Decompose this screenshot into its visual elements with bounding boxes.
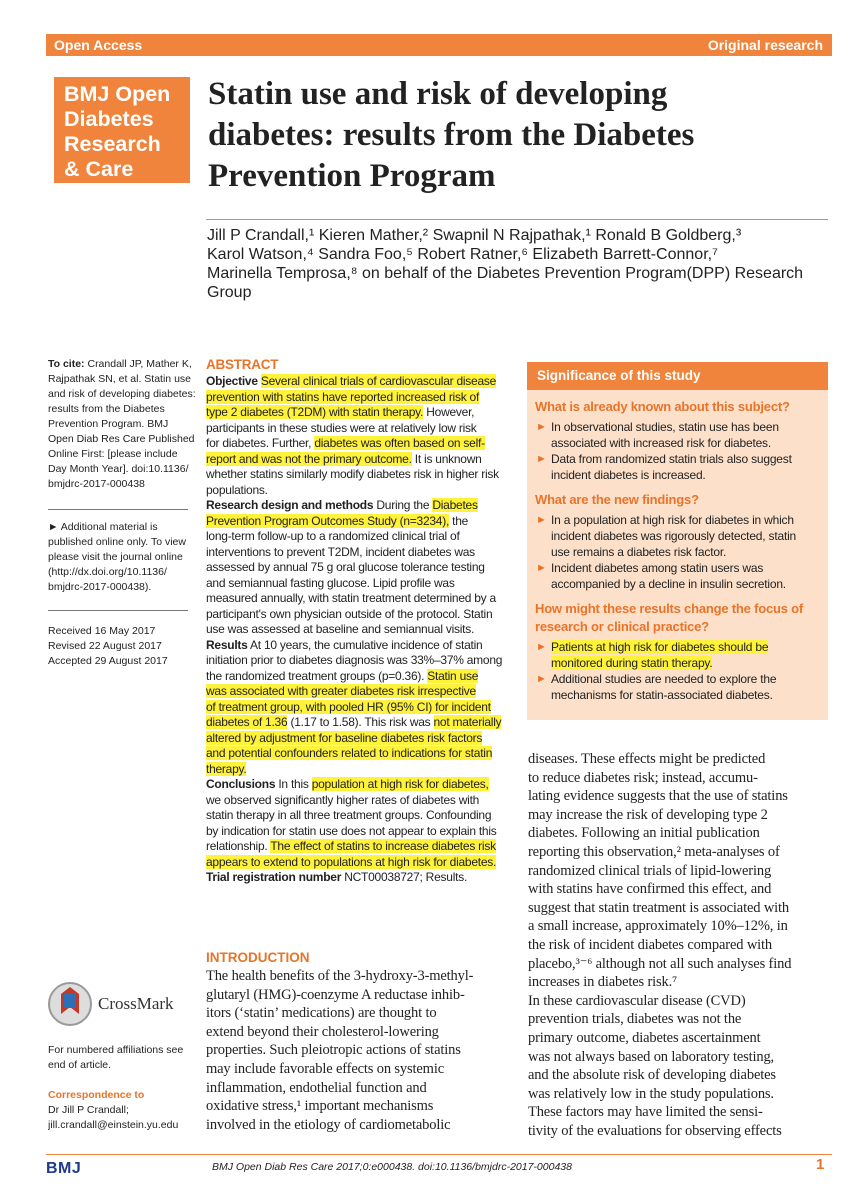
bullet-text: incident diabetes is increased.: [551, 468, 706, 482]
abstract-line: [206, 808, 508, 824]
additional-material-note: [48, 520, 198, 595]
bullet-text: Data from randomized statin trials also suggest: [551, 452, 792, 466]
abstract-line: [206, 762, 508, 778]
bullet-line: [551, 451, 825, 467]
cite-line: Open Diab Res Care Published: [48, 433, 195, 445]
article-type-label: Original research: [707, 37, 823, 53]
bullet-text: In a population at high risk for diabetes in which: [551, 513, 794, 527]
footer-divider: [46, 1154, 832, 1155]
highlighted-text: Prevention Program Outcomes Study (n=3234),: [206, 513, 450, 528]
citation-note: [48, 357, 198, 492]
abstract-text: measured annually, with statin treatment determined by a: [206, 591, 496, 605]
abstract-line: [206, 483, 508, 499]
cite-label: To cite:: [48, 358, 85, 370]
cite-line-rest: Crandall JP, Mather K,: [84, 358, 192, 370]
abstract-line: [206, 452, 508, 468]
highlighted-text: Diabetes: [432, 498, 478, 512]
bullet-triangle-icon: ►: [536, 641, 547, 653]
body-line: In these cardiovascular disease (CVD): [528, 992, 746, 1009]
correspondence-label: Correspondence to: [48, 1089, 145, 1101]
body-line: suggest that statin treatment is associated with: [528, 899, 789, 916]
abstract-line: [206, 731, 508, 747]
abstract-line: [206, 514, 508, 530]
significance-body: [535, 398, 825, 703]
abstract-line: [206, 607, 508, 623]
additional-line: ► Additional material is: [48, 521, 158, 533]
abstract-line: [206, 390, 508, 406]
bullet-line: [551, 544, 825, 560]
abstract-text: populations.: [206, 482, 268, 497]
highlighted-text: monitored during statin therapy.: [551, 656, 713, 670]
highlighted-text: therapy.: [206, 761, 247, 776]
author-list: [207, 226, 827, 302]
intro-line: extend beyond their cholesterol-lowering: [206, 1023, 439, 1040]
highlighted-text: was associated with greater diabetes risk irrespective: [206, 684, 476, 698]
bullet-line: [551, 512, 825, 528]
abstract-line: [206, 436, 508, 452]
additional-link[interactable]: bmjdrc-2017-000438).: [48, 581, 152, 593]
significance-section: [535, 491, 825, 592]
highlighted-text: type 2 diabetes (T2DM) with statin therapy.: [206, 405, 424, 419]
highlighted-text: diabetes was often based on self-: [314, 436, 485, 450]
sidebar-divider: [48, 610, 188, 611]
additional-link[interactable]: (http://dx.doi.org/10.1136/: [48, 566, 167, 578]
abstract-text: for diabetes. Further,: [206, 436, 315, 450]
abstract-text: long-term follow-up to a randomized clinical trial of: [206, 529, 460, 543]
bullet-line: [551, 655, 825, 671]
significance-bullet: [535, 451, 825, 483]
abstract-line: [206, 529, 508, 545]
title-divider: [206, 219, 828, 220]
bullet-text: Additional studies are needed to explore the: [551, 672, 777, 686]
received-date: Received 16 May 2017: [48, 625, 156, 637]
abstract-line: [206, 870, 508, 886]
significance-bullet: [535, 560, 825, 592]
cite-line: Online First: [please include: [48, 448, 178, 460]
body-line: a small increase, approximately 10%–12%, in: [528, 918, 788, 935]
abstract-line: [206, 793, 508, 809]
author-line: Jill P Crandall,¹ Kieren Mather,² Swapnil N Rajpathak,¹ Ronald B Goldberg,³: [207, 227, 742, 244]
body-line: randomized clinical trials of lipid-lowering: [528, 862, 772, 879]
accepted-date: Accepted 29 August 2017: [48, 655, 168, 667]
bullet-text: use remains a diabetes risk factor.: [551, 545, 727, 559]
abstract-text: In this: [275, 777, 312, 791]
abstract-text: statin therapy in all three treatment groups. Confounding: [206, 808, 492, 822]
body-line: reporting this observation,² meta-analyses of: [528, 843, 780, 860]
significance-bullet: [535, 512, 825, 560]
abstract-text: At 10 years, the cumulative incidence of statin: [247, 637, 483, 652]
cite-line: bmjdrc-2017-000438: [48, 478, 145, 490]
abstract-text: participant's own physician outside of the protocol. Statin: [206, 606, 493, 621]
highlighted-text: altered by adjustment for baseline diabetes risk factors: [206, 730, 483, 745]
logo-line: & Care: [64, 157, 134, 181]
body-line: with statins have confirmed this effect, and: [528, 881, 772, 898]
cite-line: and risk of developing diabetes:: [48, 388, 196, 400]
bullet-triangle-icon: ►: [536, 562, 547, 574]
abstract-line: [206, 855, 508, 871]
significance-bullet: [535, 419, 825, 451]
journal-logo: [54, 77, 190, 183]
right-column-body: [528, 750, 830, 1140]
body-line: and the absolute risk of developing diabetes: [528, 1067, 776, 1084]
abstract: [206, 357, 508, 886]
highlighted-text: Statin use: [427, 668, 479, 683]
highlighted-text: The effect of statins to increase diabetes risk: [270, 839, 496, 853]
logo-line: BMJ Open: [64, 82, 171, 106]
abstract-line: [206, 467, 508, 483]
abstract-text: However,: [423, 405, 475, 419]
correspondence-note: [48, 1088, 198, 1133]
intro-line: glutaryl (HMG)-coenzyme A reductase inhib-: [206, 986, 465, 1003]
intro-line: oxidative stress,¹ important mechanisms: [206, 1098, 434, 1115]
bullet-text: Incident diabetes among statin users was: [551, 561, 764, 575]
body-line: was not always based on laboratory testing,: [528, 1048, 775, 1065]
open-access-label: Open Access: [54, 37, 143, 53]
significance-question: What are the new findings?: [535, 492, 699, 507]
abstract-line: [206, 498, 508, 514]
abstract-text: the randomized treatment groups (p=0.36).: [206, 668, 428, 683]
logo-line: Diabetes: [64, 107, 154, 131]
body-line: These factors may have limited the sensi-: [528, 1104, 763, 1121]
page-number: 1: [816, 1156, 825, 1173]
abstract-section-label: Conclusions: [206, 777, 276, 791]
abstract-section-label: Results: [206, 637, 248, 652]
abstract-line: [206, 591, 508, 607]
body-line: diabetes. Following an initial publication: [528, 825, 760, 842]
body-line: diseases. These effects might be predicted: [528, 751, 766, 767]
body-line: was relatively low in the study populations.: [528, 1085, 774, 1102]
correspondence-email[interactable]: jill.crandall@einstein.yu.edu: [48, 1119, 179, 1131]
additional-line: published online only. To view: [48, 536, 186, 548]
intro-line: inflammation, endothelial function and: [206, 1079, 427, 1096]
highlighted-text: Patients at high risk for diabetes should be: [551, 640, 769, 654]
significance-question: How might these results change the focus of: [535, 601, 804, 616]
title-line: diabetes: results from the Diabetes: [208, 117, 695, 153]
intro-line: properties. Such pleiotropic actions of statins: [206, 1042, 461, 1059]
abstract-text: It is unknown: [411, 451, 482, 466]
bullet-line: [551, 419, 825, 435]
highlighted-text: Several clinical trials of cardiovascular disease: [260, 374, 497, 388]
bullet-text: accompanied by a decline in insulin secretion.: [551, 577, 786, 591]
bullet-line: [551, 671, 825, 687]
bullet-line: [551, 639, 825, 655]
abstract-text: During the: [373, 498, 433, 512]
article-dates: [48, 624, 198, 669]
abstract-text: assessed by annual 75 g oral glucose tolerance testing: [206, 560, 485, 574]
intro-line: may include favorable effects on systemic: [206, 1060, 444, 1077]
body-line: placebo,³⁻⁶ although not all such analyses find: [528, 955, 792, 972]
body-line: tivity of the evaluations for observing effects: [528, 1122, 782, 1139]
abstract-line: [206, 669, 508, 685]
body-line: the risk of incident diabetes compared with: [528, 936, 773, 953]
abstract-line: [206, 700, 508, 716]
bullet-triangle-icon: ►: [536, 514, 547, 526]
highlighted-text: of treatment group, with pooled HR (95% CI) for incident: [206, 699, 491, 714]
additional-line: please visit the journal online: [48, 551, 183, 563]
significance-bullet: [535, 671, 825, 703]
significance-title: Significance of this study: [527, 362, 828, 390]
abstract-text: we observed significantly higher rates of diabetes with: [206, 792, 480, 807]
highlighted-text: prevention with statins have reported increased risk of: [206, 389, 480, 404]
cite-line: Day Month Year]. doi:10.1136/: [48, 463, 189, 475]
bullet-line: [551, 528, 825, 544]
abstract-text: initiation prior to diabetes diagnosis was 33%–37% among: [206, 653, 503, 667]
abstract-line: [206, 824, 508, 840]
abstract-text: NCT00038727; Results.: [341, 870, 468, 884]
intro-line: The health benefits of the 3-hydroxy-3-methyl-: [206, 968, 474, 984]
bullet-triangle-icon: ►: [536, 421, 547, 433]
abstract-line: [206, 405, 508, 421]
author-line: Group: [207, 284, 252, 301]
body-line: may increase the risk of developing type 2: [528, 806, 768, 823]
article-title: [208, 74, 828, 197]
abstract-line: [206, 777, 508, 793]
abstract-section-label: Trial registration number: [206, 870, 342, 884]
author-line: Marinella Temprosa,⁸ on behalf of the Diabetes Prevention Program(DPP) Research: [207, 265, 804, 282]
bullet-line: [551, 435, 825, 451]
abstract-line: [206, 421, 508, 437]
bullet-line: [551, 560, 825, 576]
cite-line: Prevention Program. BMJ: [48, 418, 169, 430]
abstract-text: by indication for statin use does not appear to explain this: [206, 823, 497, 838]
significance-section: [535, 600, 825, 703]
abstract-section-label: Objective: [206, 374, 258, 388]
bmj-logo: BMJ: [46, 1160, 82, 1177]
abstract-line: [206, 715, 508, 731]
abstract-line: [206, 684, 508, 700]
crossmark-label: CrossMark: [98, 994, 174, 1013]
cite-line: [48, 357, 198, 372]
body-line: lating evidence suggests that the use of statins: [528, 788, 788, 805]
bullet-text: In observational studies, statin use has been: [551, 420, 779, 434]
significance-section: [535, 398, 825, 483]
intro-line: involved in the etiology of cardiometabolic: [206, 1116, 451, 1133]
bullet-line: [551, 467, 825, 483]
bullet-text: mechanisms for statin-associated diabetes.: [551, 688, 773, 702]
significance-bullet: [535, 639, 825, 671]
abstract-text: interventions to prevent T2DM, incident diabetes was: [206, 544, 475, 559]
correspondence-name: Dr Jill P Crandall;: [48, 1104, 129, 1116]
abstract-heading: ABSTRACT: [206, 357, 279, 372]
cite-line: Rajpathak SN, et al. Statin use: [48, 373, 191, 385]
introduction-heading: INTRODUCTION: [206, 950, 310, 965]
abstract-line: [206, 653, 508, 669]
bullet-text: incident diabetes was rigorously detected, statin: [551, 529, 797, 543]
body-line: to reduce diabetes risk; instead, accumu-: [528, 769, 758, 786]
title-line: Statin use and risk of developing: [208, 76, 668, 112]
abstract-text: use was assessed at baseline and semiannual visits.: [206, 622, 475, 636]
body-line: primary outcome, diabetes ascertainment: [528, 1029, 761, 1046]
abstract-text: whether statins similarly modify diabetes risk in higher risk: [206, 467, 499, 481]
highlighted-text: report and was not the primary outcome.: [206, 451, 412, 466]
abstract-line: [206, 374, 508, 390]
abstract-section-label: Research design and methods: [206, 498, 374, 512]
header-bar: [46, 34, 832, 56]
logo-line: Research: [64, 132, 161, 156]
highlighted-text: not materially: [433, 715, 502, 729]
sidebar-divider: [48, 509, 188, 510]
abstract-line: [206, 622, 508, 638]
title-line: Prevention Program: [208, 158, 496, 194]
introduction-body: [206, 967, 508, 1134]
abstract-body: [206, 374, 508, 886]
highlighted-text: appears to extend to populations at high risk for diabetes.: [206, 854, 497, 869]
abstract-line: [206, 746, 508, 762]
abstract-line: [206, 638, 508, 654]
abstract-text: the: [449, 513, 469, 528]
body-line: increases in diabetes risk.⁷: [528, 974, 678, 991]
abstract-text: and semiannual fasting glucose. Lipid profile was: [206, 575, 455, 590]
affil-line: For numbered affiliations see: [48, 1044, 184, 1056]
cite-line: results from the Diabetes: [48, 403, 165, 415]
bullet-line: [551, 576, 825, 592]
abstract-line: [206, 576, 508, 592]
footer-citation: BMJ Open Diab Res Care 2017;0:e000438. doi:10.1136/bmjdrc-2017-000438: [212, 1161, 572, 1173]
body-line: prevention trials, diabetes was not the: [528, 1011, 742, 1028]
bullet-triangle-icon: ►: [536, 673, 547, 685]
highlighted-text: and potential confounders related to indications for statin: [206, 746, 493, 760]
abstract-text: participants in these studies were at relatively low risk: [206, 420, 477, 435]
abstract-text: (1.17 to 1.58). This risk was: [287, 715, 434, 729]
affil-line: end of article.: [48, 1059, 112, 1071]
highlighted-text: population at high risk for diabetes,: [311, 777, 489, 791]
bullet-text: associated with increased risk for diabetes.: [551, 436, 771, 450]
revised-date: Revised 22 August 2017: [48, 640, 162, 652]
affiliations-note: [48, 1043, 198, 1073]
author-line: Karol Watson,⁴ Sandra Foo,⁵ Robert Ratner,⁶ Elizabeth Barrett-Connor,⁷: [207, 246, 718, 263]
abstract-line: [206, 560, 508, 576]
highlighted-text: diabetes of 1.36: [206, 715, 288, 729]
bullet-line: [551, 687, 825, 703]
abstract-line: [206, 545, 508, 561]
crossmark-badge[interactable]: [48, 974, 193, 1036]
bullet-triangle-icon: ►: [536, 453, 547, 465]
intro-line: itors (‘statin’ medications) are thought to: [206, 1005, 437, 1022]
significance-question: What is already known about this subject?: [535, 399, 790, 414]
abstract-text: relationship.: [206, 839, 271, 853]
abstract-line: [206, 839, 508, 855]
significance-question: research or clinical practice?: [535, 619, 709, 634]
